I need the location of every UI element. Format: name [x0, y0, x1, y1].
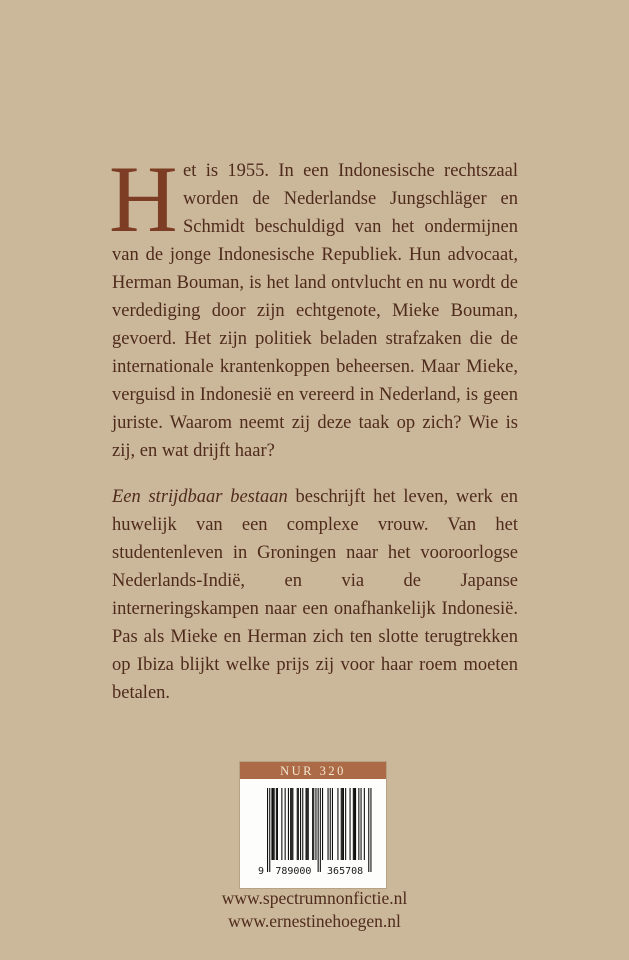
ean-digit-left: 9 — [257, 866, 264, 877]
book-title-italic: Een strijdbaar bestaan — [112, 487, 288, 507]
nur-banner: NUR 320 — [240, 762, 386, 779]
dropcap-letter: H — [109, 146, 178, 252]
publisher-url: www.spectrumnonfictie.nl — [221, 888, 408, 908]
paragraph-2-text: beschrijft het leven, werk en huwelijk van een complexe vrouw. Van het studentenleven in Groningen naar het vooroorlogse Nederlands-Indië, en via de Japanse interneringskampen naar een onafhankelijk Indonesië. Pas als Mieke en Herman zich ten slotte terugtrekken op Ibiza blijkt welke prijs zij voor haar roem moeten betalen. — [112, 487, 518, 703]
barcode-block — [240, 762, 386, 888]
ean-digits-group1: 789000 — [275, 866, 312, 877]
blurb — [109, 146, 518, 725]
author-url: www.ernestinehoegen.nl — [228, 910, 401, 931]
ean-digits-group2: 365708 — [327, 866, 364, 877]
publisher-websites — [0, 887, 629, 932]
ean-barcode — [240, 779, 386, 888]
paragraph-1-text: et is 1955. In een Indonesische rechtszaal worden de Nederlandse Jungschläger en Schmidt beschuldigd van het ondermijnen van de jonge Indonesische Republiek. Hun advocaat, Herman Bouman, is het land ontvlucht en nu wordt de verdediging door zijn echtgenote, Mieke Bouman, gevoerd. Het zijn politiek beladen strafzaken die de internationale krantenkoppen beheersen. Maar Mieke, verguisd in Indonesië en vereerd in Nederland, is geen juriste. Waarom neemt zij deze taak op zich? Wie is zij, en wat drijft haar? — [112, 161, 518, 461]
blurb-paragraph-2 — [112, 483, 518, 707]
blurb-paragraph-1 — [109, 146, 518, 465]
